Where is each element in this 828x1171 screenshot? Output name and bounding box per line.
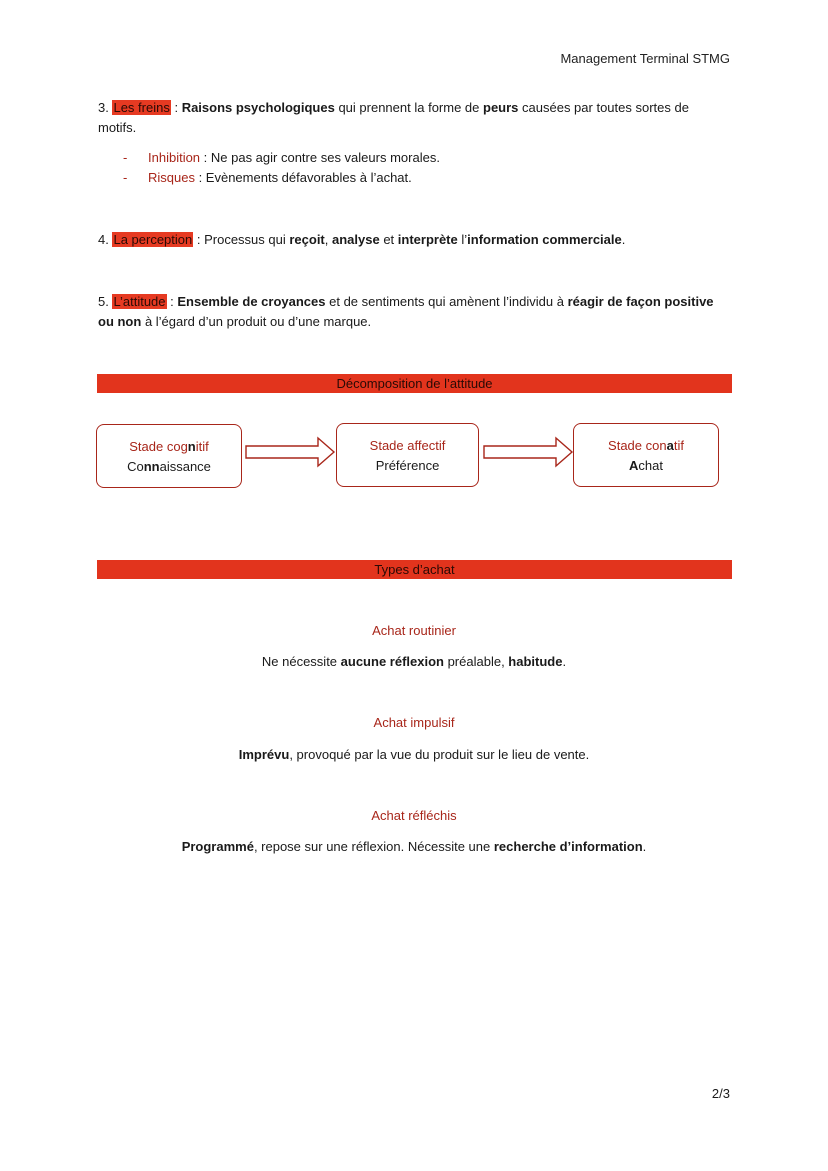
section-perception xyxy=(98,230,730,250)
term-risques: Risques xyxy=(148,170,195,185)
text: . xyxy=(562,654,567,669)
text: : Evènements défavorables à l’achat. xyxy=(194,170,412,185)
bold-letter: nn xyxy=(143,459,160,474)
arrow-right-icon xyxy=(244,436,336,468)
text: préalable, xyxy=(443,654,509,669)
achat-impulsif-title: Achat impulsif xyxy=(373,715,455,730)
bold-text: interprète xyxy=(397,232,458,247)
list-item xyxy=(98,148,730,168)
page-number: 2/3 xyxy=(711,1086,730,1101)
separator: : xyxy=(170,100,182,115)
term-inhibition: Inhibition xyxy=(148,150,201,165)
highlight-freins: Les freins xyxy=(113,100,170,115)
bold-text: analyse xyxy=(332,232,380,247)
text: et xyxy=(379,232,398,247)
bold-letter: A xyxy=(629,458,639,473)
text: à l’égard d’un produit ou d’une marque. xyxy=(141,314,372,329)
stage-affectif-box xyxy=(336,423,479,487)
text: . xyxy=(642,839,647,854)
decomposition-title-bar: Décomposition de l’attitude xyxy=(97,374,732,393)
text: l’ xyxy=(457,232,468,247)
freins-paragraph xyxy=(98,98,730,138)
text: . xyxy=(621,232,626,247)
text: et de sentiments qui amènent l’individu à xyxy=(325,294,568,309)
bold-text: Raisons psychologiques xyxy=(181,100,335,115)
bold-text: habitude xyxy=(508,654,563,669)
highlight-attitude: L’attitude xyxy=(113,294,166,309)
text: : Ne pas agir contre ses valeurs morales. xyxy=(200,150,440,165)
stage-subtitle xyxy=(337,456,478,476)
bold-text: réagir de façon positive ou non xyxy=(98,294,714,329)
bold-text: Imprévu xyxy=(238,747,290,762)
bold-text: Ensemble de croyances xyxy=(177,294,326,309)
bold-text: aucune réflexion xyxy=(340,654,444,669)
stage-subtitle xyxy=(97,457,241,477)
text: itif xyxy=(195,439,209,454)
achat-reflechis-title: Achat réfléchis xyxy=(371,808,457,823)
stage-title xyxy=(337,436,478,456)
text: aissance xyxy=(159,459,211,474)
section-number: 4. xyxy=(98,232,113,247)
list-item xyxy=(98,168,730,188)
types-achat-title-bar: Types d’achat xyxy=(97,560,732,579)
text: causées par toutes sortes de motifs. xyxy=(98,100,689,135)
text: Stade affectif xyxy=(369,438,446,453)
bold-text: reçoit xyxy=(289,232,325,247)
text: , xyxy=(324,232,332,247)
text: Stade con xyxy=(608,438,667,453)
achat-reflechis-desc xyxy=(98,837,730,857)
stage-conatif-box xyxy=(573,423,719,487)
achat-impulsif-desc xyxy=(98,745,730,765)
section-freins xyxy=(98,98,730,188)
text: Ne nécessite xyxy=(261,654,341,669)
stage-subtitle xyxy=(574,456,718,476)
stage-title xyxy=(574,436,718,456)
bold-text: Programmé xyxy=(181,839,254,854)
text: , provoqué par la vue du produit sur le lieu de vente. xyxy=(289,747,590,762)
text: Co xyxy=(127,459,144,474)
text: tif xyxy=(673,438,684,453)
stage-cognitif-box xyxy=(96,424,242,488)
text: : Processus qui xyxy=(193,232,290,247)
freins-list xyxy=(98,148,730,188)
bold-text: recherche d’information xyxy=(493,839,643,854)
text: qui prennent la forme de xyxy=(334,100,483,115)
bold-text: information commerciale xyxy=(467,232,622,247)
section-number: 5. xyxy=(98,294,113,309)
highlight-perception: La perception xyxy=(113,232,193,247)
achat-routinier-title: Achat routinier xyxy=(372,623,456,638)
bold-letter: a xyxy=(666,438,674,453)
achat-routinier-desc xyxy=(98,652,730,672)
page-header: Management Terminal STMG xyxy=(560,51,730,66)
text: : xyxy=(166,294,178,309)
text: Stade cog xyxy=(129,439,188,454)
stage-title xyxy=(97,437,241,457)
section-attitude xyxy=(98,292,730,332)
arrow-right-icon xyxy=(482,436,574,468)
text: , repose sur une réflexion. Nécessite une xyxy=(253,839,494,854)
bold-letter: n xyxy=(187,439,196,454)
text: Préférence xyxy=(375,458,440,473)
bold-text: peurs xyxy=(483,100,519,115)
text: chat xyxy=(638,458,663,473)
section-number: 3. xyxy=(98,100,113,115)
